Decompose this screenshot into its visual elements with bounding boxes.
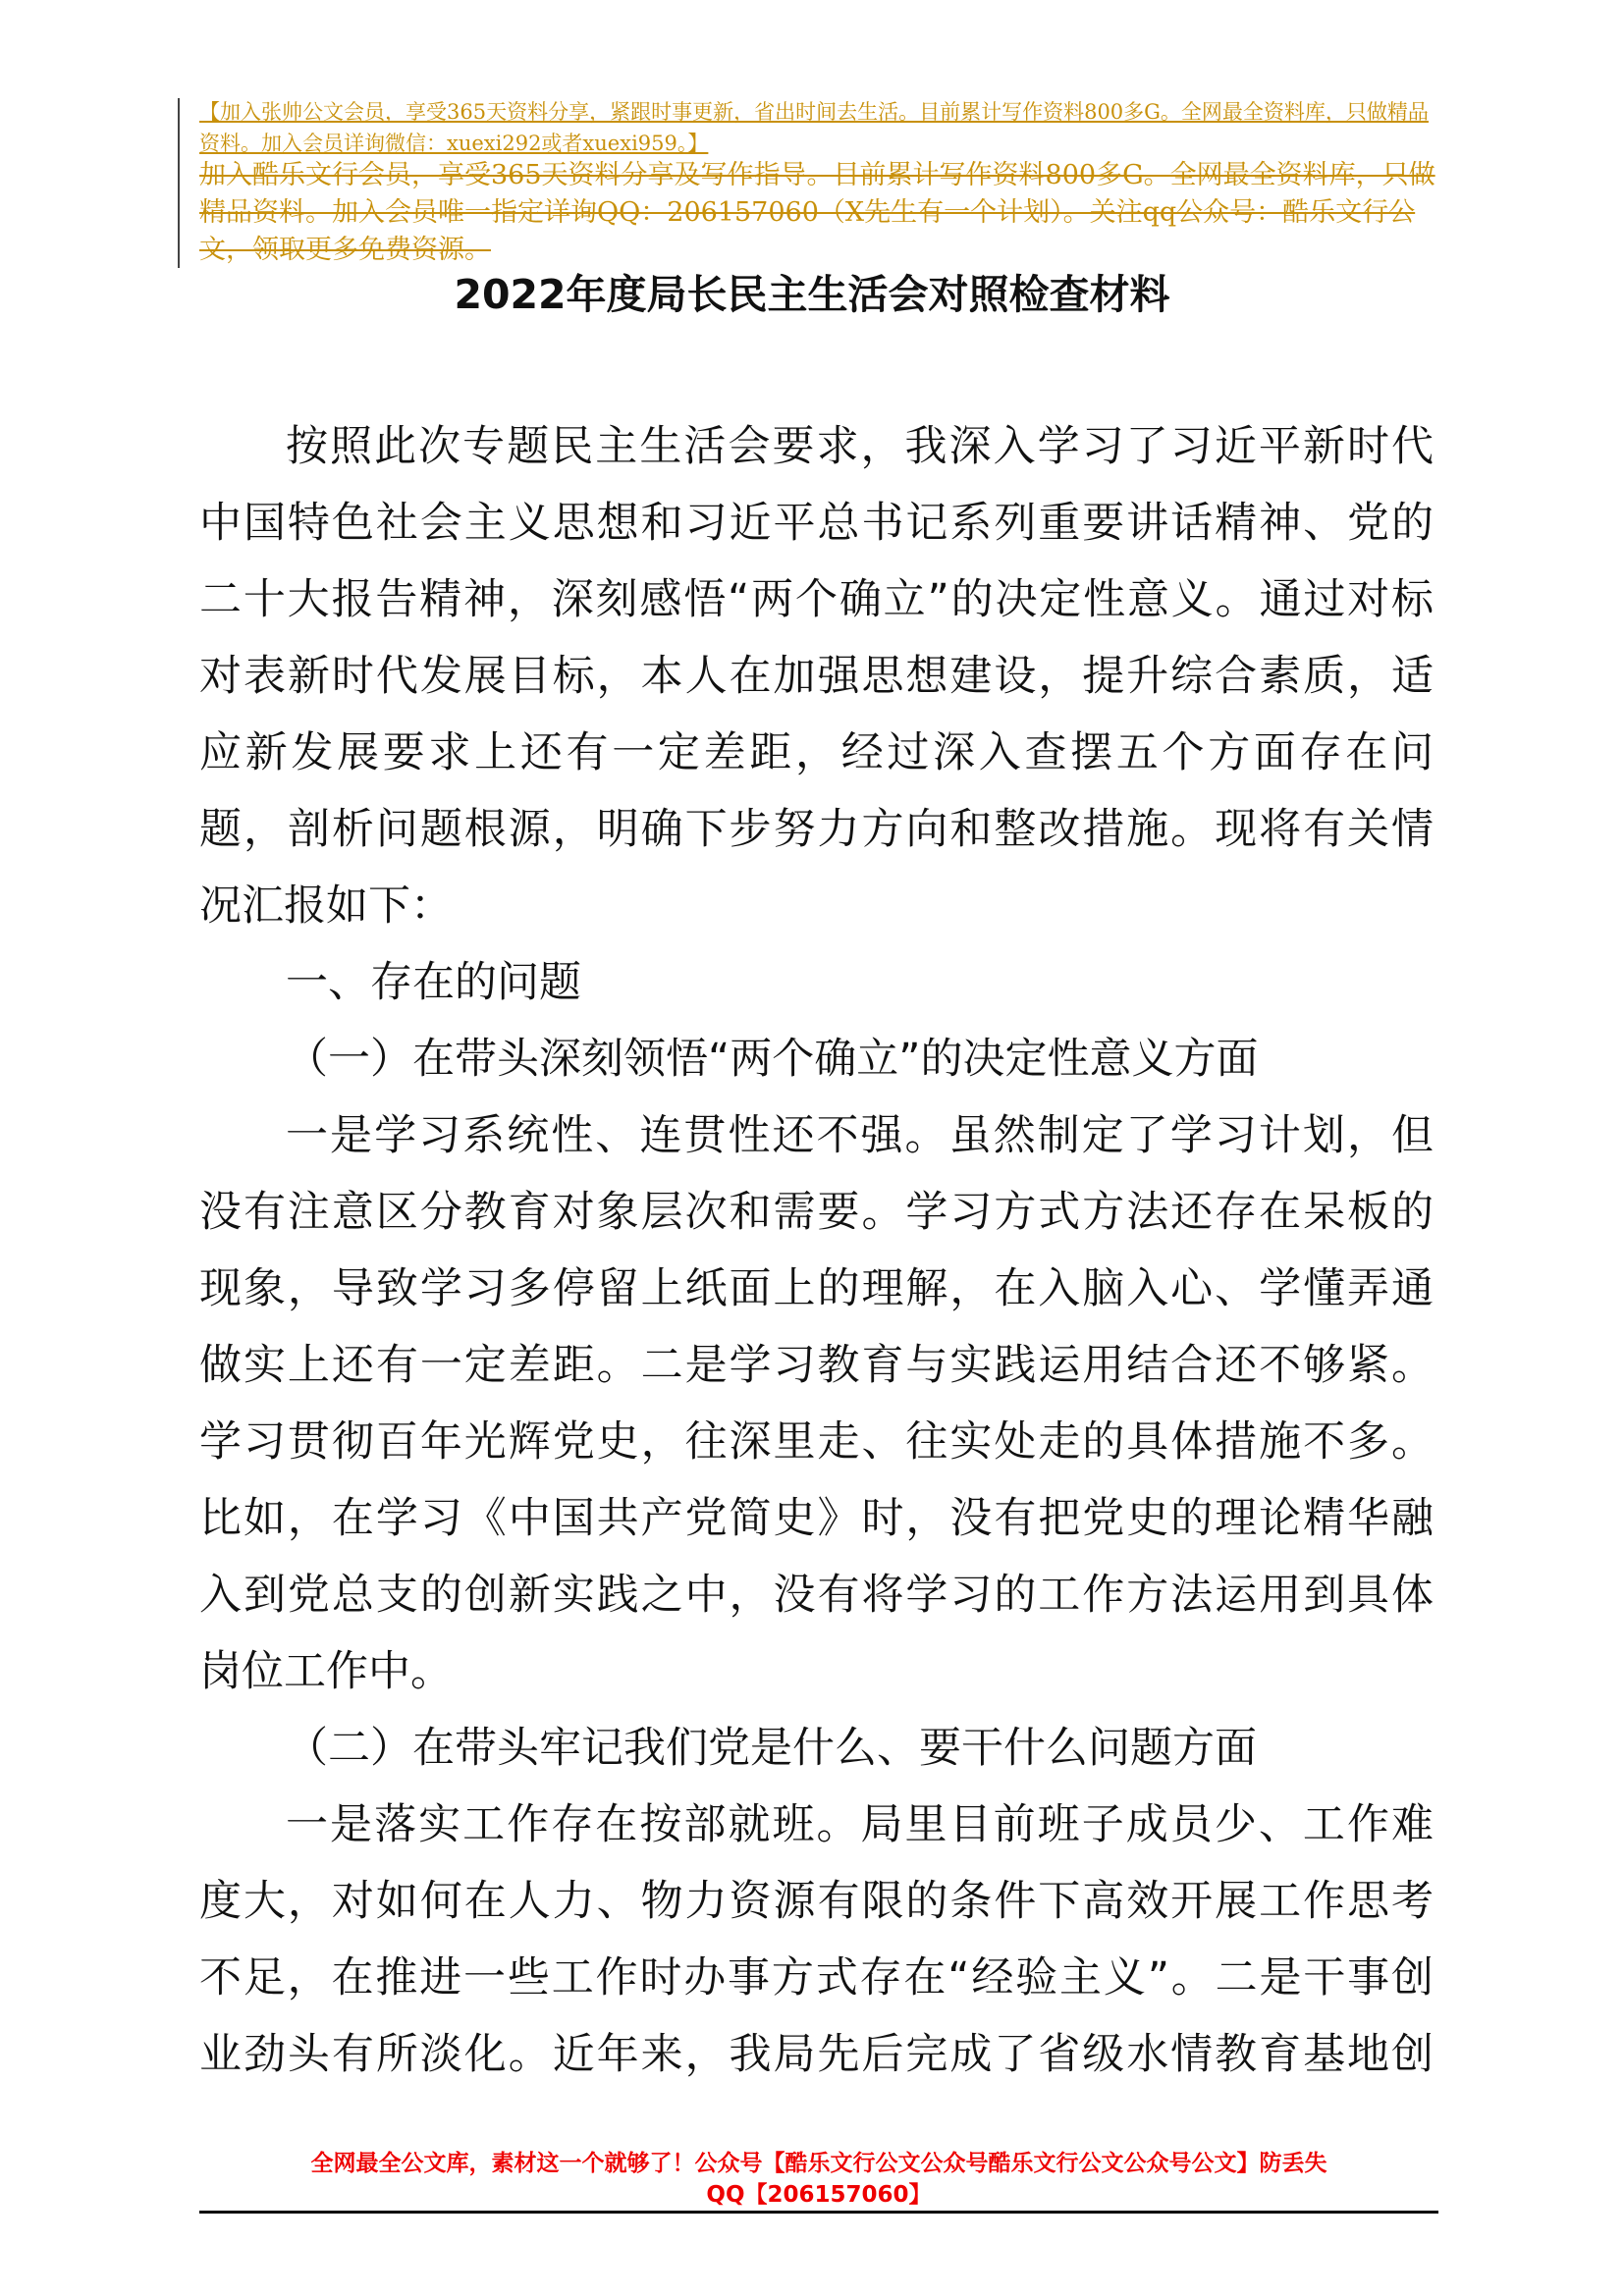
footer-line-2: QQ【206157060】: [706, 2182, 932, 2208]
promo-text-2: 加入酷乐文行会员，享受365天资料分享及写作指导。目前累计写作资料800多G。全网最全资料库，只做精品资料。加入会员唯一指定详询QQ：206157060（X先生有一个计划）。关注qq公众号：酷乐文行公文，领取更多免费资源。: [199, 160, 1435, 265]
footer-line-1: 全网最全公文库，素材这一个就够了！公众号【酷乐文行公文公众号酷乐文行公文公众号公文】防丢失: [310, 2151, 1327, 2176]
text-line: 按照此次专题民主生活会要求，我深入学习了习近平新时代: [286, 422, 1434, 471]
text-line: 没有注意区分教育对象层次和需要。学习方式方法还存在呆板的: [199, 1188, 1434, 1237]
text-line: 题，剖析问题根源，明确下步努力方向和整改措施。现将有关情: [199, 805, 1434, 854]
paragraph: [199, 1795, 1434, 2102]
text-line: 入到党总支的创新实践之中，没有将学习的工作方法运用到具体: [199, 1571, 1434, 1620]
revision-bar: [178, 98, 180, 268]
footer-rule: [199, 2211, 1438, 2214]
text-line: 况汇报如下：: [199, 881, 453, 931]
document-body: [199, 417, 1434, 2102]
text-line: 不足，在推进一些工作时办事方式存在“经验主义”。二是干事创: [199, 1953, 1434, 2002]
text-line: 比如，在学习《中国共产党简史》时，没有把党史的理论精华融: [199, 1494, 1434, 1543]
paragraph: [199, 1719, 1434, 1795]
promo-header-2: [199, 157, 1438, 269]
text-line: 学习贯彻百年光辉党史，往深里走、往实处走的具体措施不多。: [199, 1417, 1434, 1467]
text-line: 做实上还有一定差距。二是学习教育与实践运用结合还不够紧。: [199, 1341, 1434, 1390]
text-line: 一是落实工作存在按部就班。局里目前班子成员少、工作难: [286, 1800, 1434, 1849]
paragraph: [199, 1030, 1434, 1106]
text-line: 一是学习系统性、连贯性还不强。虽然制定了学习计划，但: [286, 1111, 1434, 1160]
paragraph: [199, 1106, 1434, 1719]
text-line: 一、存在的问题: [286, 958, 581, 1007]
text-line: （二）在带头牢记我们党是什么、要干什么问题方面: [286, 1724, 1257, 1773]
text-line: 业劲头有所淡化。近年来，我局先后完成了省级水情教育基地创: [199, 2030, 1434, 2079]
text-line: 二十大报告精神，深刻感悟“两个确立”的决定性意义。通过对标: [199, 575, 1434, 624]
text-line: （一）在带头深刻领悟“两个确立”的决定性意义方面: [286, 1035, 1259, 1084]
text-line: 应新发展要求上还有一定差距，经过深入查摆五个方面存在问: [199, 728, 1434, 777]
text-line: 度大，对如何在人力、物力资源有限的条件下高效开展工作思考: [199, 1877, 1434, 1926]
text-line: 中国特色社会主义思想和习近平总书记系列重要讲话精神、党的: [199, 499, 1434, 548]
document-title: 2022年度局长民主生活会对照检查材料: [454, 271, 1170, 318]
footer-promo: [199, 2148, 1438, 2211]
text-line: 对表新时代发展目标，本人在加强思想建设，提升综合素质，适: [199, 652, 1434, 701]
paragraph: [199, 417, 1434, 953]
paragraph: [199, 953, 1434, 1030]
text-line: 岗位工作中。: [199, 1647, 453, 1696]
promo-header-1: [199, 96, 1438, 159]
promo-text-1: 【加入张帅公文会员，享受365天资料分享，紧跟时事更新，省出时间去生活。目前累计写作资料800多G。全网最全资料库，只做精品资料。加入会员详询微信：xuexi292或者xuexi959。】: [199, 100, 1429, 155]
text-line: 现象，导致学习多停留上纸面上的理解，在入脑入心、学懂弄通: [199, 1264, 1434, 1313]
